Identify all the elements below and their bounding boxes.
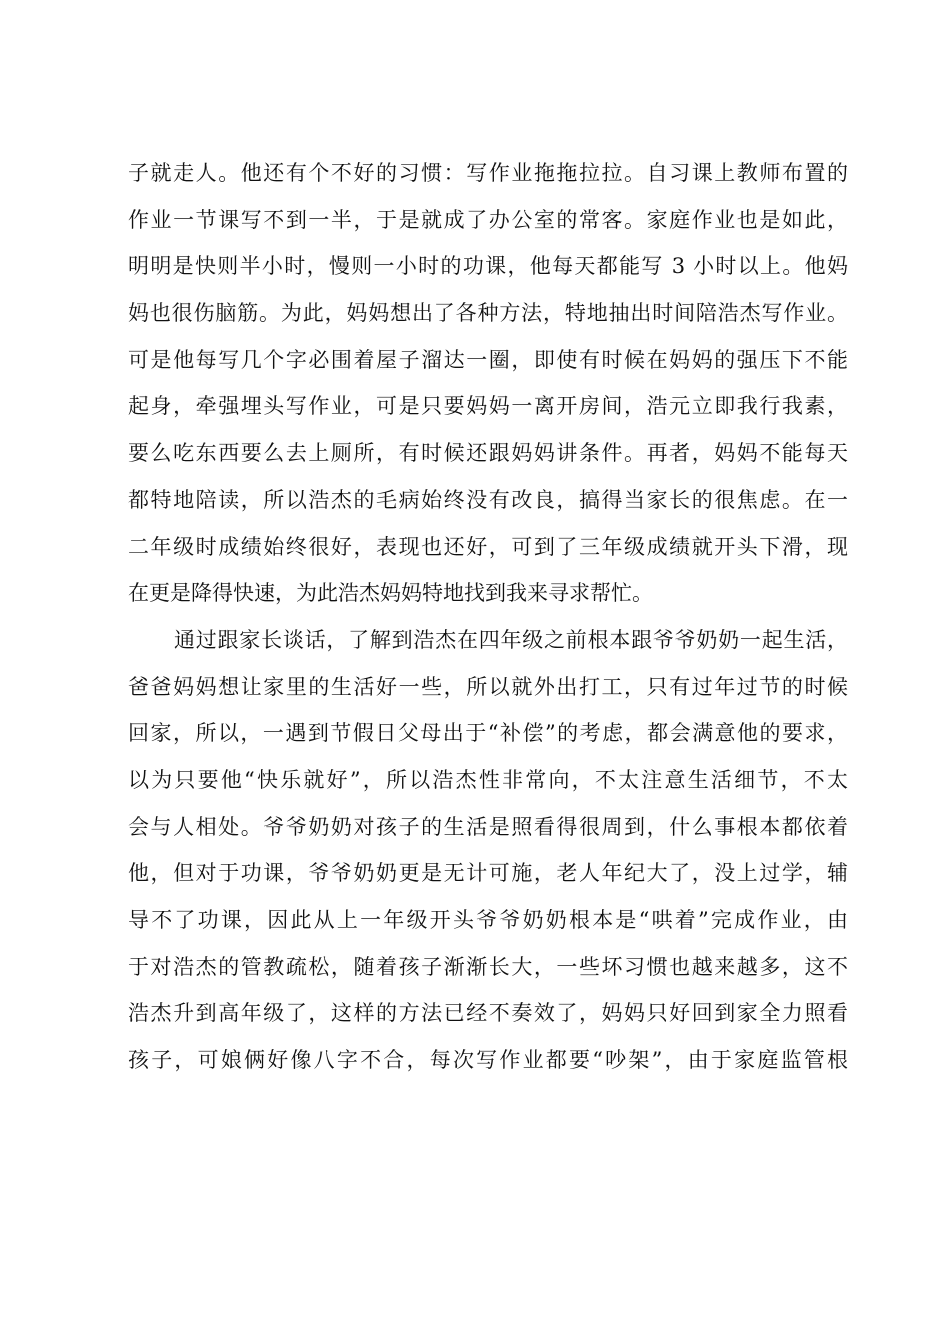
text-line: 可是他每写几个字必围着屋子溜达一圈，即使有时候在妈妈的强压下不能 bbox=[128, 347, 848, 372]
text-line: 导不了功课，因此从上一年级开头爷爷奶奶根本是“哄着”完成作业，由 bbox=[128, 908, 848, 932]
text-line: 通过跟家长谈话，了解到浩杰在四年级之前根本跟爷爷奶奶一起生活， bbox=[174, 627, 848, 652]
text-line: 明明是快则半小时，慢则一小时的功课，他每天都能写 3 小时以上。他妈 bbox=[128, 254, 848, 279]
paragraph-1 bbox=[128, 150, 848, 617]
text-line: 在更是降得快速，为此浩杰妈妈特地找到我来寻求帮忙。 bbox=[128, 581, 653, 606]
text-line: 二年级时成绩始终很好，表现也还好，可到了三年级成绩就开头下滑，现 bbox=[128, 534, 848, 559]
text-line: 浩杰升到高年级了，这样的方法已经不奏效了，妈妈只好回到家全力照看 bbox=[128, 1001, 848, 1026]
text-line: 爸爸妈妈想让家里的生活好一些，所以就外出打工，只有过年过节的时候 bbox=[128, 674, 848, 699]
text-line: 作业一节课写不到一半，于是就成了办公室的常客。家庭作业也是如此， bbox=[128, 207, 848, 232]
paragraph-2 bbox=[128, 617, 848, 1084]
text-line: 起身，牵强埋头写作业，可是只要妈妈一离开房间，浩元立即我行我素， bbox=[128, 394, 848, 419]
text-line: 子就走人。他还有个不好的习惯：写作业拖拖拉拉。自习课上教师布置的 bbox=[128, 161, 848, 185]
text-line: 回家，所以，一遇到节假日父母出于“补偿”的考虑，都会满意他的要求， bbox=[128, 721, 848, 746]
text-line: 会与人相处。爷爷奶奶对孩子的生活是照看得很周到，什么事根本都依着 bbox=[128, 814, 848, 839]
text-line: 孩子，可娘俩好像八字不合，每次写作业都要“吵架”，由于家庭监管根 bbox=[128, 1048, 848, 1073]
text-line: 于对浩杰的管教疏松，随着孩子渐渐长大，一些坏习惯也越来越多，这不 bbox=[128, 954, 848, 979]
text-line: 以为只要他“快乐就好”，所以浩杰性非常向，不太注意生活细节，不太 bbox=[128, 767, 848, 792]
body-text bbox=[128, 150, 848, 1084]
text-line: 都特地陪读，所以浩杰的毛病始终没有改良，搞得当家长的很焦虑。在一 bbox=[128, 487, 848, 512]
text-line: 妈也很伤脑筋。为此，妈妈想出了各种方法，特地抽出时间陪浩杰写作业。 bbox=[128, 301, 848, 326]
text-line: 要么吃东西要么去上厕所，有时候还跟妈妈讲条件。再者，妈妈不能每天 bbox=[128, 441, 848, 466]
text-line: 他，但对于功课，爷爷奶奶更是无计可施，老人年纪大了，没上过学，辅 bbox=[128, 861, 848, 886]
